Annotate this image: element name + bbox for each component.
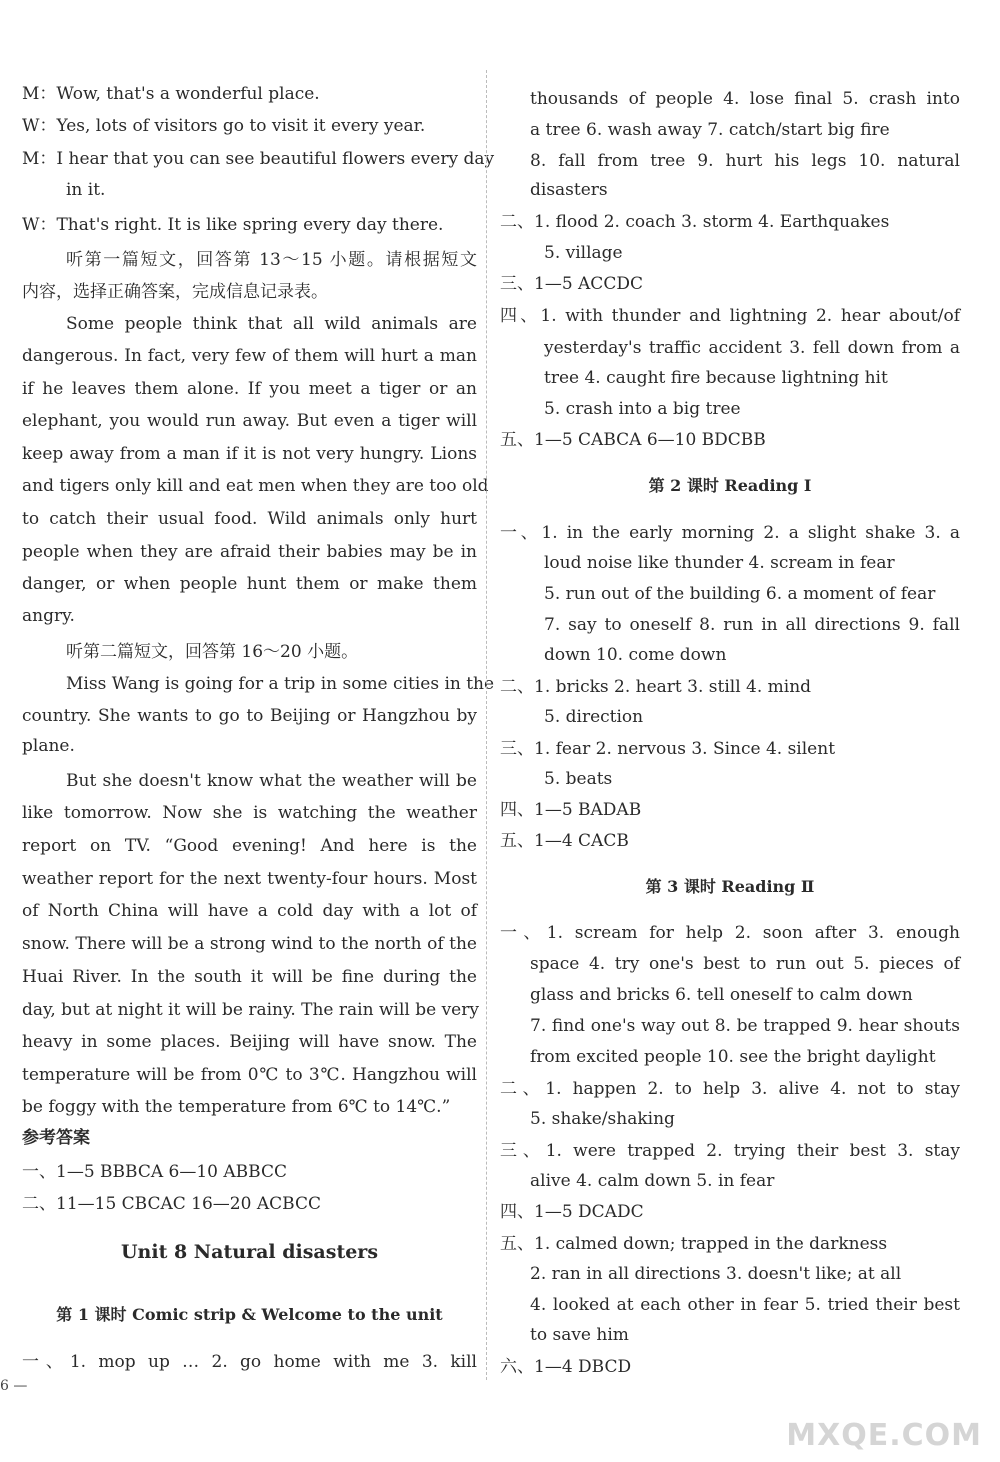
right-text-line: to save him: [530, 1325, 629, 1345]
left-text-line: like tomorrow. Now she is watching the weather: [22, 803, 477, 823]
left-text-line: 内容，选择正确答案，完成信息记录表。: [22, 282, 328, 302]
left-text-line: keep away from a man if it is not very hungry. Lions: [22, 444, 477, 464]
right-text-line: glass and bricks 6. tell oneself to calm down: [530, 985, 913, 1005]
right-text-line: 五、1. calmed down; trapped in the darkness: [500, 1234, 888, 1254]
right-text-line: 五、1—4 CACB: [500, 831, 629, 851]
page-number: 6 —: [0, 1378, 28, 1394]
left-text-line: people when they are afraid their babies may be in: [22, 542, 477, 562]
left-text-line: elephant, you would run away. But even a tiger will: [22, 411, 477, 431]
right-text-line: from excited people 10. see the bright daylight: [530, 1047, 936, 1067]
right-text-line: loud noise like thunder 4. scream in fear: [544, 553, 895, 573]
left-text-line: danger, or when people hunt them or make them: [22, 574, 477, 594]
left-text-line: and tigers only kill and eat men when they are too old: [22, 476, 489, 496]
right-column: [500, 0, 960, 1462]
left-text-line: in it.: [66, 180, 106, 200]
left-column: [22, 0, 495, 1462]
right-text-line: 7. find one's way out 8. be trapped 9. hear shouts: [530, 1016, 960, 1036]
left-text-line: snow. There will be a strong wind to the north of the: [22, 934, 477, 954]
right-text-line: 5. crash into a big tree: [544, 399, 741, 419]
right-text-line: 四、1—5 BADAB: [500, 800, 642, 820]
right-text-line: 一、1. scream for help 2. soon after 3. enough: [500, 923, 960, 943]
left-text-line: M：I hear that you can see beautiful flowers every day: [22, 149, 495, 169]
left-text-line: country. She wants to go to Beijing or Hangzhou by: [22, 706, 477, 726]
right-text-line: 2. ran in all directions 3. doesn't like; at all: [530, 1264, 902, 1284]
left-text-line: day, but at night it will be rainy. The rain will be very: [22, 1000, 479, 1020]
right-text-line: 5. beats: [544, 769, 613, 789]
right-text-line: 5. run out of the building 6. a moment of fear: [544, 584, 936, 604]
left-text-line: to catch their usual food. Wild animals only hurt: [22, 509, 477, 529]
left-text-line: Unit 8 Natural disasters: [120, 1241, 379, 1263]
right-text-line: tree 4. caught fire because lightning hit: [544, 368, 888, 388]
left-text-line: 一、1—5 BBBCA 6—10 ABBCC: [22, 1162, 287, 1182]
right-text-line: thousands of people 4. lose final 5. crash into: [530, 89, 960, 109]
right-text-line: 5. village: [544, 243, 623, 263]
right-text-line: 7. say to oneself 8. run in all directions 9. fall: [544, 615, 960, 635]
right-text-line: alive 4. calm down 5. in fear: [530, 1171, 775, 1191]
left-text-line: 一、1. mop up … 2. go home with me 3. kill: [22, 1352, 477, 1372]
right-text-line: 5. direction: [544, 707, 644, 727]
left-text-line: Some people think that all wild animals are: [66, 314, 477, 334]
left-text-line: of North China will have a cold day with a lot of: [22, 901, 477, 921]
left-text-line: 参考答案: [22, 1128, 90, 1148]
column-divider: [486, 70, 488, 1380]
left-text-line: But she doesn't know what the weather will be: [66, 771, 477, 791]
left-text-line: 第 1 课时 Comic strip & Welcome to the unit: [56, 1305, 443, 1324]
left-text-line: dangerous. In fact, very few of them will hurt a man: [22, 346, 477, 366]
left-text-line: heavy in some places. Beijing will have snow. The: [22, 1032, 477, 1052]
right-text-line: 第 3 课时 Reading Ⅱ: [645, 877, 815, 896]
left-text-line: 听第二篇短文，回答第 16～20 小题。: [66, 642, 359, 662]
right-text-line: a tree 6. wash away 7. catch/start big fire: [530, 120, 890, 140]
right-text-line: 三、1. fear 2. nervous 3. Since 4. silent: [500, 739, 836, 759]
right-text-line: 五、1—5 CABCA 6—10 BDCBB: [500, 430, 766, 450]
right-text-line: 六、1—4 DBCD: [500, 1357, 632, 1377]
right-text-line: 四、1—5 DCADC: [500, 1202, 644, 1222]
right-text-line: 二、1. flood 2. coach 3. storm 4. Earthquakes: [500, 212, 890, 232]
left-text-line: plane.: [22, 736, 75, 756]
right-text-line: 二、1. happen 2. to help 3. alive 4. not to stay: [500, 1079, 960, 1099]
right-text-line: yesterday's traffic accident 3. fell down from a: [544, 338, 960, 358]
left-text-line: angry.: [22, 606, 75, 626]
right-text-line: 第 2 课时 Reading Ⅰ: [648, 476, 812, 495]
left-text-line: 听第一篇短文，回答第 13～15 小题。请根据短文: [66, 250, 477, 270]
right-text-line: down 10. come down: [544, 645, 727, 665]
right-text-line: 4. looked at each other in fear 5. tried their best: [530, 1295, 960, 1315]
right-text-line: 一、1. in the early morning 2. a slight shake 3. a: [500, 523, 960, 543]
right-text-line: 四、1. with thunder and lightning 2. hear about/of: [500, 306, 960, 326]
right-text-line: disasters: [530, 180, 608, 200]
left-text-line: Huai River. In the south it will be fine during the: [22, 967, 477, 987]
right-text-line: space 4. try one's best to run out 5. pieces of: [530, 954, 960, 974]
right-text-line: 8. fall from tree 9. hurt his legs 10. natural: [530, 151, 960, 171]
left-text-line: be foggy with the temperature from 6℃ to 14℃.”: [22, 1097, 451, 1117]
left-text-line: W：That's right. It is like spring every day there.: [22, 215, 444, 235]
left-text-line: M：Wow, that's a wonderful place.: [22, 84, 320, 104]
right-text-line: 二、1. bricks 2. heart 3. still 4. mind: [500, 677, 812, 697]
right-text-line: 三、1—5 ACCDC: [500, 274, 643, 294]
left-text-line: weather report for the next twenty-four hours. Most: [22, 869, 477, 889]
left-text-line: if he leaves them alone. If you meet a tiger or an: [22, 379, 477, 399]
left-text-line: report on TV. “Good evening! And here is the: [22, 836, 477, 856]
right-text-line: 5. shake/shaking: [530, 1109, 675, 1129]
left-text-line: temperature will be from 0℃ to 3℃. Hangzhou will: [22, 1065, 477, 1085]
left-text-line: W：Yes, lots of visitors go to visit it every year.: [22, 116, 426, 136]
watermark-logo: MXQE.COM: [786, 1418, 982, 1453]
left-text-line: 二、11—15 CBCAC 16—20 ACBCC: [22, 1194, 321, 1214]
left-text-line: Miss Wang is going for a trip in some cities in the: [66, 674, 495, 694]
right-text-line: 三、1. were trapped 2. trying their best 3. stay: [500, 1141, 960, 1161]
